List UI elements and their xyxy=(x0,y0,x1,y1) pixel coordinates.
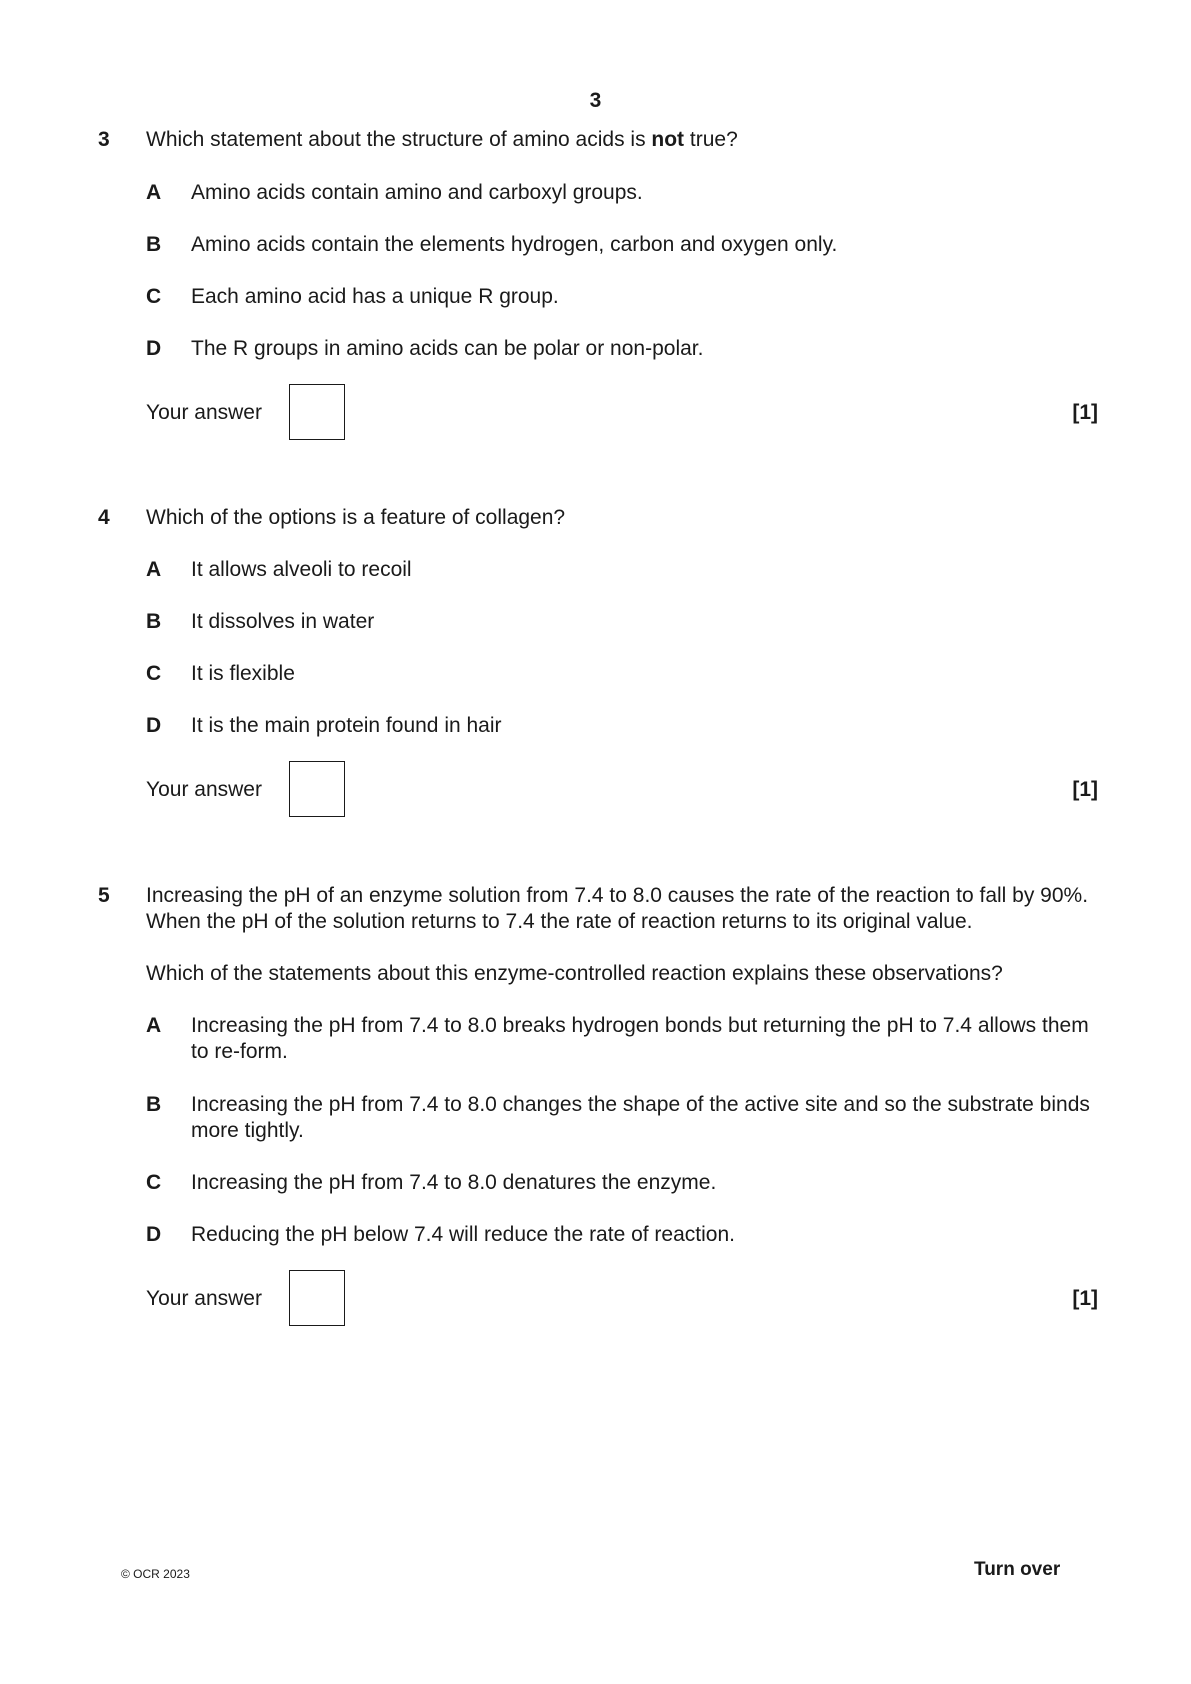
answer-box[interactable] xyxy=(289,1270,345,1326)
marks-label: [1] xyxy=(1072,401,1098,424)
option-text: Increasing the pH from 7.4 to 8.0 breaks hydrogen bonds but returning the pH to 7.4 allows them to re-form. xyxy=(191,1014,1089,1063)
question-stem: Increasing the pH of an enzyme solution from 7.4 to 8.0 causes the rate of the reaction to fall by 90%. When the pH of the solution returns to 7.4 the rate of reaction returns to its original value. xyxy=(146,884,1089,933)
option-letter: A xyxy=(146,558,162,581)
question-stem: Which of the options is a feature of collagen? xyxy=(146,506,566,529)
option-text: It allows alveoli to recoil xyxy=(191,558,412,581)
option-text: Amino acids contain amino and carboxyl groups. xyxy=(191,181,643,204)
question-number: 4 xyxy=(98,506,110,529)
option-text: Increasing the pH from 7.4 to 8.0 changes the shape of the active site and so the substrate binds more tightly. xyxy=(191,1093,1090,1142)
stem-emphasis: not xyxy=(651,128,685,151)
option-letter: C xyxy=(146,1171,162,1194)
option-text: The R groups in amino acids can be polar or non-polar. xyxy=(191,337,704,360)
option-text: Reducing the pH below 7.4 will reduce the rate of reaction. xyxy=(191,1223,735,1246)
copyright-notice: © OCR 2023 xyxy=(121,1567,190,1581)
option-letter: B xyxy=(146,233,162,256)
question-prompt: Which of the statements about this enzyme-controlled reaction explains these observations? xyxy=(146,962,1003,985)
option-text: Increasing the pH from 7.4 to 8.0 denatures the enzyme. xyxy=(191,1171,717,1194)
answer-box[interactable] xyxy=(289,384,345,440)
stem-text: true? xyxy=(684,128,738,151)
marks-label: [1] xyxy=(1072,778,1098,801)
option-letter: C xyxy=(146,662,162,685)
option-letter: D xyxy=(146,714,162,737)
option-letter: A xyxy=(146,181,162,204)
option-letter: B xyxy=(146,1093,162,1116)
option-text: It is the main protein found in hair xyxy=(191,714,502,737)
option-text: Each amino acid has a unique R group. xyxy=(191,285,559,308)
option-text: Amino acids contain the elements hydrogen, carbon and oxygen only. xyxy=(191,233,838,256)
question-number: 5 xyxy=(98,884,110,907)
turn-over-label: Turn over xyxy=(974,1559,1061,1580)
marks-label: [1] xyxy=(1072,1287,1098,1310)
question-number: 3 xyxy=(98,128,110,151)
page-number: 3 xyxy=(589,89,602,112)
answer-label: Your answer xyxy=(146,401,262,424)
option-letter: D xyxy=(146,1223,162,1246)
option-text: It dissolves in water xyxy=(191,610,375,633)
answer-label: Your answer xyxy=(146,1287,262,1310)
option-text: It is flexible xyxy=(191,662,295,685)
option-letter: B xyxy=(146,610,162,633)
answer-label: Your answer xyxy=(146,778,262,801)
answer-box[interactable] xyxy=(289,761,345,817)
option-letter: D xyxy=(146,337,162,360)
question-stem xyxy=(146,127,1096,153)
stem-text: Which statement about the structure of amino acids is xyxy=(146,128,652,151)
option-letter: A xyxy=(146,1014,162,1037)
option-letter: C xyxy=(146,285,162,308)
